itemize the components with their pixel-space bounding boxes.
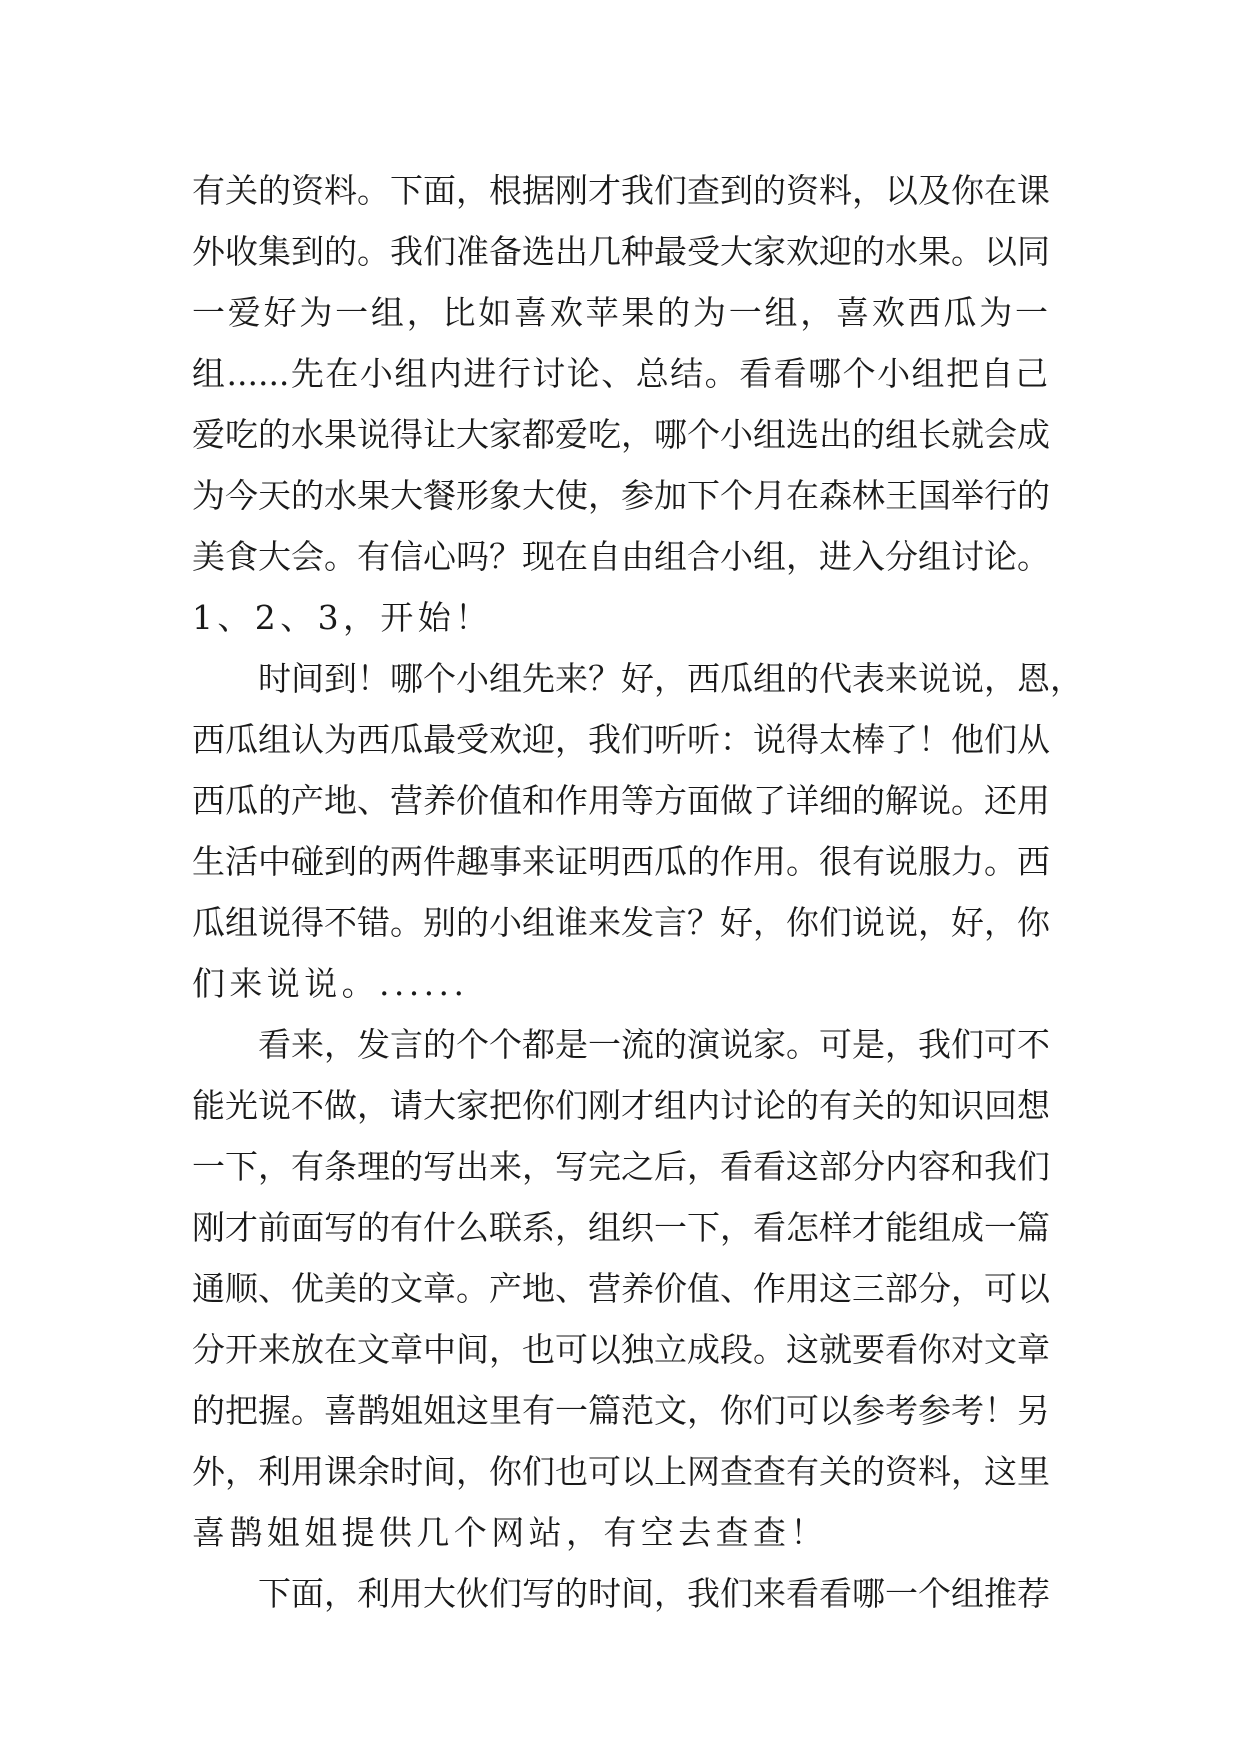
text-line: 外收集到的。我们准备选出几种最受大家欢迎的水果。以同 xyxy=(192,232,1050,271)
document-page xyxy=(192,160,1083,1624)
text-line: 看来，发言的个个都是一流的演说家。可是，我们可不 xyxy=(258,1025,1050,1064)
text-line: 通顺、优美的文章。产地、营养价值、作用这三部分，可以 xyxy=(192,1269,1050,1308)
text-line: 外，利用课余时间，你们也可以上网查查有关的资料，这里 xyxy=(192,1452,1050,1491)
text-line: 组......先在小组内进行讨论、总结。看看哪个小组把自己 xyxy=(192,354,1048,393)
text-line: 刚才前面写的有什么联系，组织一下，看怎样才能组成一篇 xyxy=(192,1208,1050,1247)
text-line: 一下，有条理的写出来，写完之后，看看这部分内容和我们 xyxy=(192,1147,1050,1186)
text-line: 一爱好为一组，比如喜欢苹果的为一组，喜欢西瓜为一 xyxy=(192,293,1048,332)
paragraph-1 xyxy=(192,160,1048,648)
paragraph-2 xyxy=(192,648,1083,1014)
text-line: 1、2、3，开始！ xyxy=(192,598,493,637)
text-line: 爱吃的水果说得让大家都爱吃，哪个小组选出的组长就会成 xyxy=(192,415,1050,454)
text-line: 的把握。喜鹊姐姐这里有一篇范文，你们可以参考参考！另 xyxy=(192,1391,1050,1430)
text-line: 下面，利用大伙们写的时间，我们来看看哪一个组推荐 xyxy=(258,1574,1050,1613)
text-line: 能光说不做，请大家把你们刚才组内讨论的有关的知识回想 xyxy=(192,1086,1050,1125)
text-line: 西瓜组认为西瓜最受欢迎，我们听听：说得太棒了！他们从 xyxy=(192,720,1050,759)
text-line: 有关的资料。下面，根据刚才我们查到的资料，以及你在课 xyxy=(192,171,1050,210)
text-line: 西瓜的产地、营养价值和作用等方面做了详细的解说。还用 xyxy=(192,781,1050,820)
text-line: 时间到！哪个小组先来？好，西瓜组的代表来说说，恩， xyxy=(258,659,1083,698)
text-line: 为今天的水果大餐形象大使，参加下个月在森林王国举行的 xyxy=(192,476,1050,515)
paragraph-3 xyxy=(192,1014,1048,1563)
text-line: 们来说说。...... xyxy=(192,964,469,1003)
paragraph-4 xyxy=(192,1563,1048,1624)
text-line: 美食大会。有信心吗？现在自由组合小组，进入分组讨论。 xyxy=(192,537,1050,576)
text-line: 分开来放在文章中间，也可以独立成段。这就要看你对文章 xyxy=(192,1330,1050,1369)
text-line: 瓜组说得不错。别的小组谁来发言？好，你们说说，好，你 xyxy=(192,903,1050,942)
text-line: 喜鹊姐姐提供几个网站，有空去查查！ xyxy=(192,1513,828,1552)
text-line: 生活中碰到的两件趣事来证明西瓜的作用。很有说服力。西 xyxy=(192,842,1050,881)
